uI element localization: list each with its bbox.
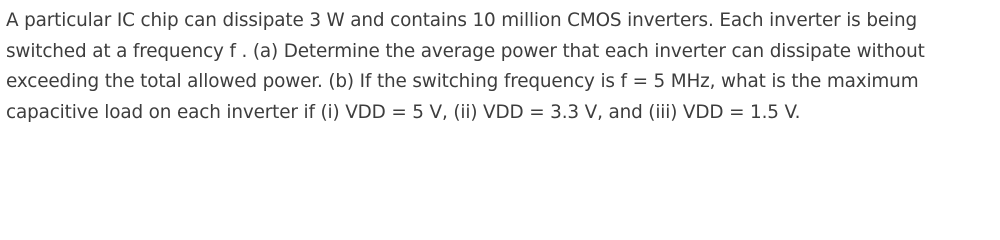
problem-line: switched at a frequency f . (a) Determine the average power that each inverter can dissipate without	[6, 40, 925, 62]
problem-statement	[6, 6, 998, 128]
problem-line: A particular IC chip can dissipate 3 W and contains 10 million CMOS inverters. Each inverter is being	[6, 10, 917, 31]
problem-line: capacitive load on each inverter if (i) VDD = 5 V, (ii) VDD = 3.3 V, and (iii) VDD = 1.5 V.	[6, 101, 801, 123]
problem-line: exceeding the total allowed power. (b) If the switching frequency is f = 5 MHz, what is the maximum	[6, 71, 919, 92]
